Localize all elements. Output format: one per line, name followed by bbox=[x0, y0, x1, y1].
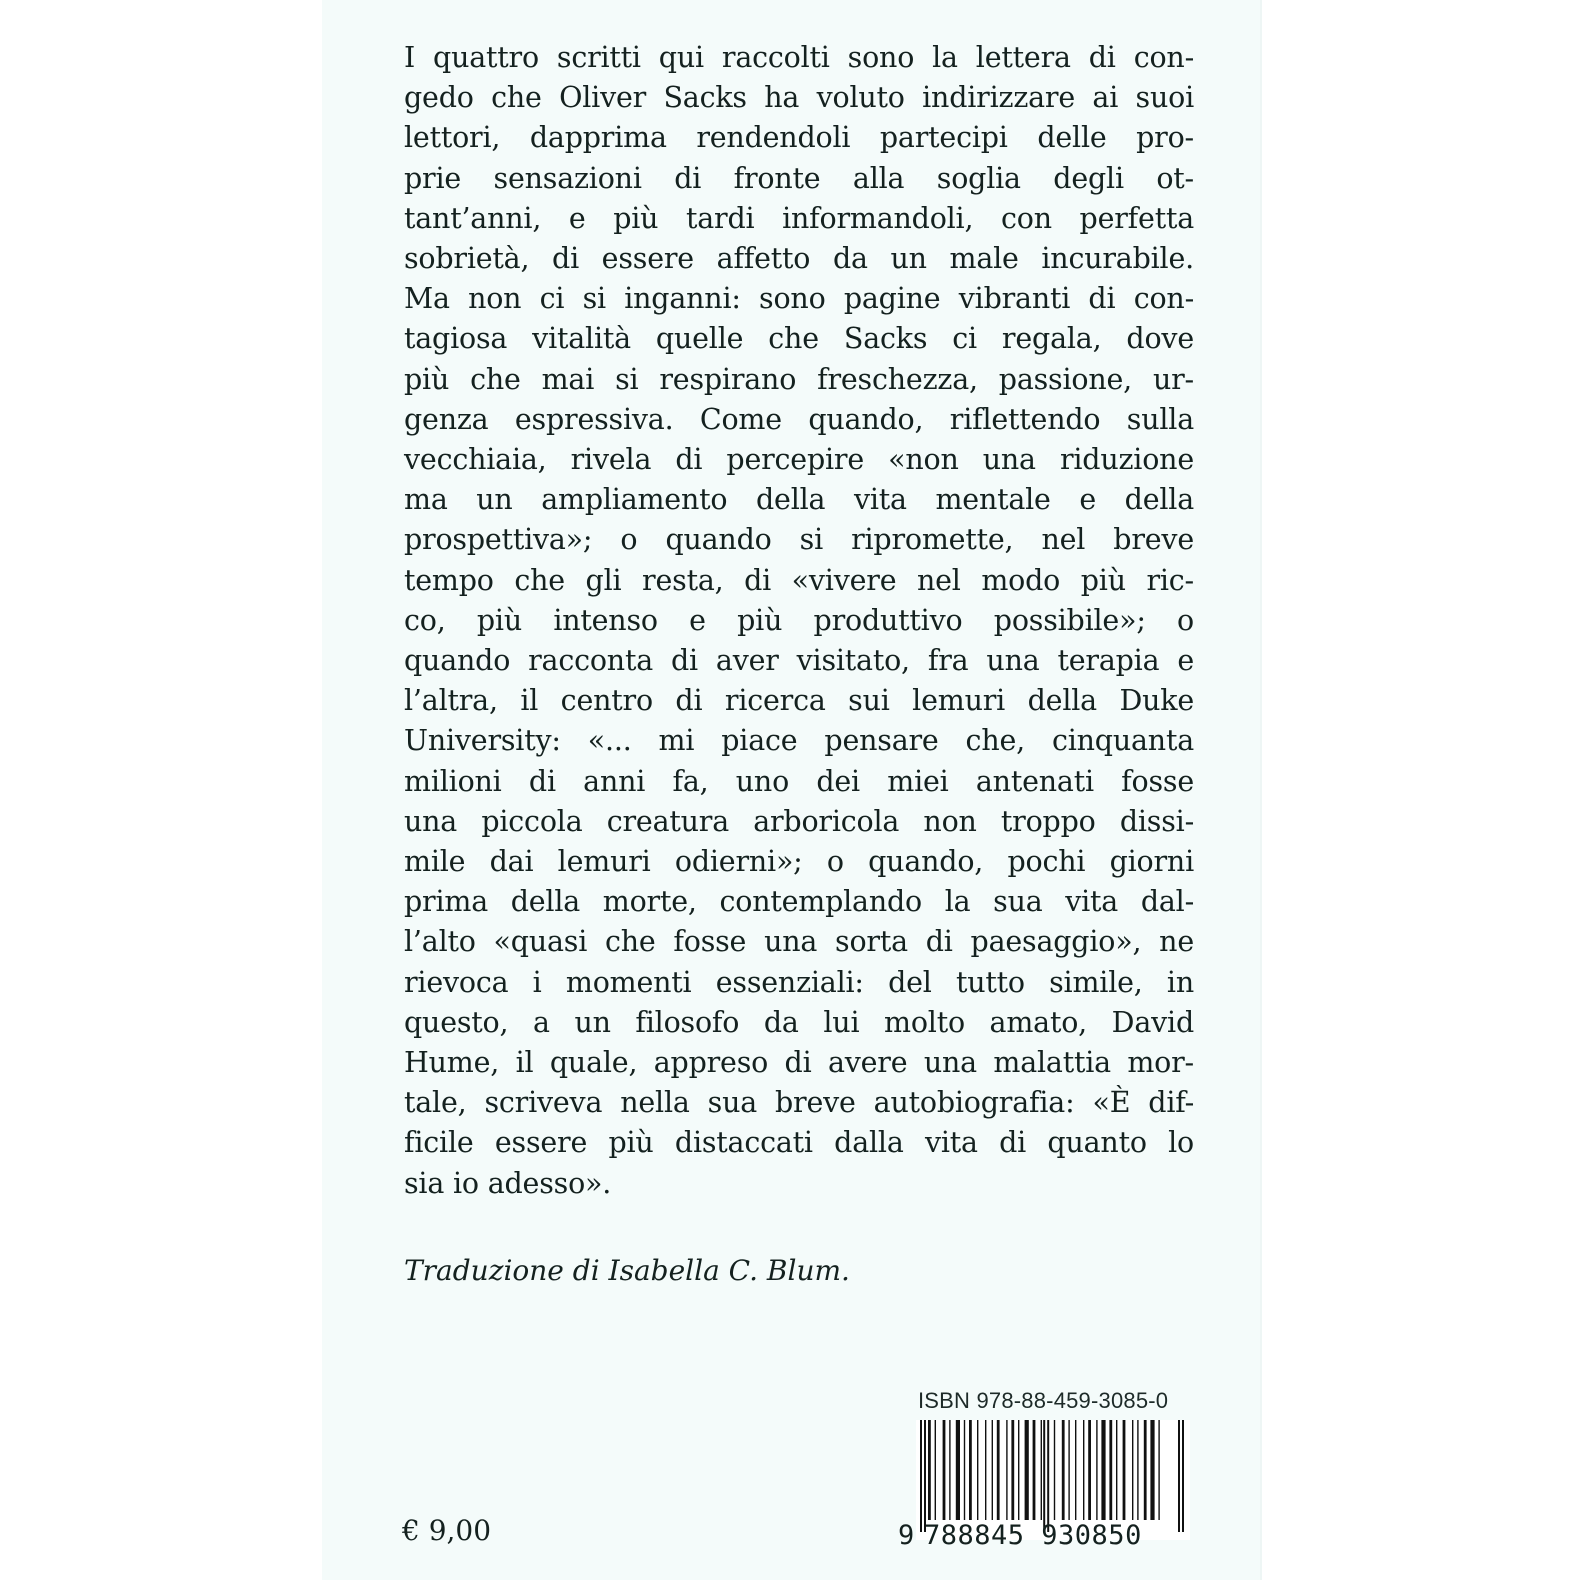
blurb-line: sobrietà, di essere affetto da un male incurabile. bbox=[404, 242, 1194, 276]
blurb-line: lettori, dapprima rendendoli partecipi delle pro- bbox=[404, 121, 1194, 155]
blurb-line: Ma non ci si inganni: sono pagine vibranti di con- bbox=[404, 282, 1194, 316]
blurb-line: tagiosa vitalità quelle che Sacks ci regala, dove bbox=[404, 322, 1194, 356]
blurb-line: I quattro scritti qui raccolti sono la lettera di con- bbox=[404, 41, 1194, 74]
blurb-line: rievoca i momenti essenziali: del tutto simile, in bbox=[404, 965, 1194, 999]
blurb-line: quando racconta di aver visitato, fra una terapia e bbox=[404, 644, 1194, 678]
blurb-line: l’alto «quasi che fosse una sorta di paesaggio», ne bbox=[404, 925, 1194, 959]
blurb-line: gedo che Oliver Sacks ha voluto indirizzare ai suoi bbox=[404, 81, 1194, 115]
barcode-digit-first: 9 bbox=[898, 1520, 915, 1551]
blurb-line: ficile essere più distaccati dalla vita di quanto lo bbox=[404, 1126, 1194, 1160]
blurb-line: una piccola creatura arboricola non troppo dissi- bbox=[404, 804, 1194, 838]
blurb-line: tale, scriveva nella sua breve autobiografia: «È dif- bbox=[404, 1086, 1194, 1120]
blurb-line: milioni di anni fa, uno dei miei antenati fosse bbox=[404, 764, 1194, 798]
blurb-line: ma un ampliamento della vita mentale e della bbox=[404, 483, 1194, 517]
barcode-digits bbox=[898, 1520, 1198, 1551]
barcode-digits-rest: 788845 930850 bbox=[924, 1520, 1142, 1551]
blurb-line: tempo che gli resta, di «vivere nel modo più ric- bbox=[404, 563, 1194, 597]
blurb-line: prospettiva»; o quando si ripromette, nel breve bbox=[404, 523, 1194, 557]
blurb-line: genza espressiva. Come quando, riflettendo sulla bbox=[404, 402, 1194, 436]
blurb-line: sia io adesso». bbox=[404, 1166, 612, 1200]
isbn-label: ISBN 978-88-459-3085-0 bbox=[918, 1388, 1169, 1413]
blurb-line: co, più intenso e più produttivo possibile»; o bbox=[404, 603, 1194, 637]
blurb-line: prie sensazioni di fronte alla soglia degli ot- bbox=[404, 161, 1194, 195]
blurb-line: vecchiaia, rivela di percepire «non una riduzione bbox=[404, 443, 1194, 477]
price-label: € 9,00 bbox=[402, 1514, 492, 1547]
blurb-line: mile dai lemuri odierni»; o quando, pochi giorni bbox=[404, 845, 1194, 879]
blurb-line: questo, a un filosofo da lui molto amato, David bbox=[404, 1005, 1194, 1039]
blurb-line: più che mai si respirano freschezza, passione, ur- bbox=[404, 362, 1194, 396]
blurb-line: Hume, il quale, appreso di avere una malattia mor- bbox=[404, 1046, 1194, 1080]
blurb-line: tant’anni, e più tardi informandoli, con perfetta bbox=[404, 201, 1194, 235]
translation-credit: Traduzione di Isabella C. Blum. bbox=[404, 1254, 850, 1287]
blurb-line: prima della morte, contemplando la sua vita dal- bbox=[404, 885, 1194, 919]
blurb-line: l’altra, il centro di ricerca sui lemuri della Duke bbox=[404, 684, 1194, 718]
blurb-text bbox=[404, 38, 1194, 1204]
blurb-line: University: «... mi piace pensare che, cinquanta bbox=[404, 724, 1194, 758]
